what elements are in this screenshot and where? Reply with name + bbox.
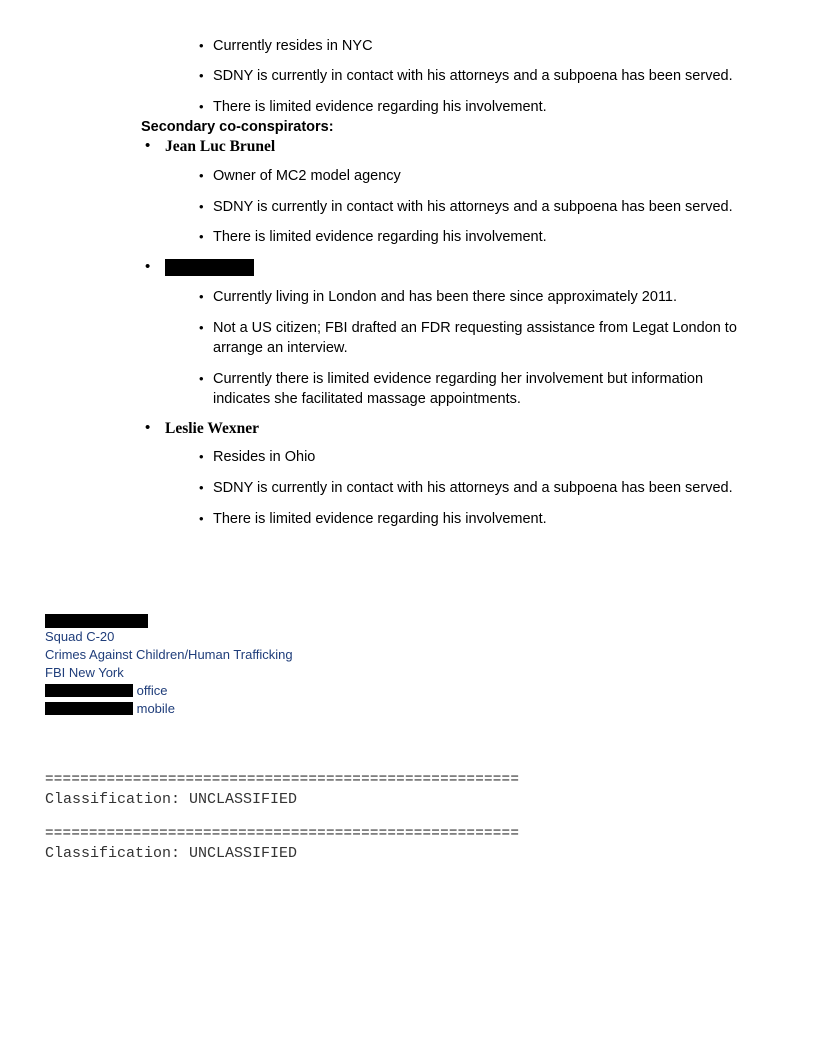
bullet-dot: • [199,480,204,495]
classification-label: Classification: UNCLASSIFIED [45,845,298,862]
office-label: office [136,683,168,698]
bullet-dot: • [199,99,204,114]
mobile-label: mobile [136,701,175,716]
bullet-item [199,38,373,54]
person-name-text: Leslie Wexner [165,420,259,437]
bullet-text: SDNY is currently in contact with his attorneys and a subpoena has been served. [213,199,733,215]
person-name-text: Jean Luc Brunel [165,138,276,155]
bullet-item [199,369,743,409]
bullet-item [199,68,733,84]
bullet-item [199,199,733,215]
bullet-item [199,229,547,245]
bullet-item [199,480,733,496]
bullet-dot: • [199,68,204,83]
bullet-item [199,99,547,115]
bullet-dot: • [199,449,204,464]
separator-line: ====================================================== [45,826,520,842]
bullet-item [199,449,316,465]
signature-unit: Crimes Against Children/Human Trafficking [45,647,293,662]
bullet-dot: • [199,371,204,386]
person-name [145,137,276,156]
bullet-text: Currently living in London and has been there since approximately 2011. [213,289,678,305]
classification-label: Classification: UNCLASSIFIED [45,791,298,808]
bullet-dot: • [199,511,204,526]
bullet-item [199,289,678,305]
bullet-text: Not a US citizen; FBI drafted an FDR requesting assistance from Legat London to arrange an interview. [213,320,737,356]
signature-mobile-phone [45,701,175,716]
bullet-dot: • [199,320,204,335]
bullet-dot: • [145,137,151,154]
bullet-dot: • [199,229,204,244]
bullet-dot: • [199,289,204,304]
bullet-dot: • [199,38,204,53]
bullet-text: Currently resides in NYC [213,38,373,54]
bullet-text: There is limited evidence regarding his involvement. [213,511,547,527]
bullet-dot: • [145,419,151,436]
bullet-dot: • [145,258,151,275]
bullet-text: There is limited evidence regarding his involvement. [213,229,547,245]
bullet-text: Currently there is limited evidence regarding her involvement but information indicates she facilitated massage appointments. [213,371,704,407]
redaction-bar [45,684,133,697]
section-heading: Secondary co-conspirators: [141,119,334,135]
redaction-bar [165,259,254,276]
bullet-text: Owner of MC2 model agency [213,168,401,184]
separator-line: ====================================================== [45,772,520,788]
bullet-text: SDNY is currently in contact with his attorneys and a subpoena has been served. [213,480,733,496]
bullet-text: SDNY is currently in contact with his attorneys and a subpoena has been served. [213,68,733,84]
signature-office-name: FBI New York [45,665,124,680]
signature-squad: Squad C-20 [45,629,115,644]
bullet-item [199,168,401,184]
redacted-signature-name [45,614,148,628]
bullet-text: There is limited evidence regarding his involvement. [213,99,547,115]
bullet-dot: • [199,168,204,183]
signature-office-phone [45,683,167,698]
bullet-dot: • [199,199,204,214]
bullet-item [199,511,547,527]
bullet-item [199,318,743,358]
bullet-text: Resides in Ohio [213,449,316,465]
redaction-bar [45,702,133,715]
person-name [145,419,259,438]
